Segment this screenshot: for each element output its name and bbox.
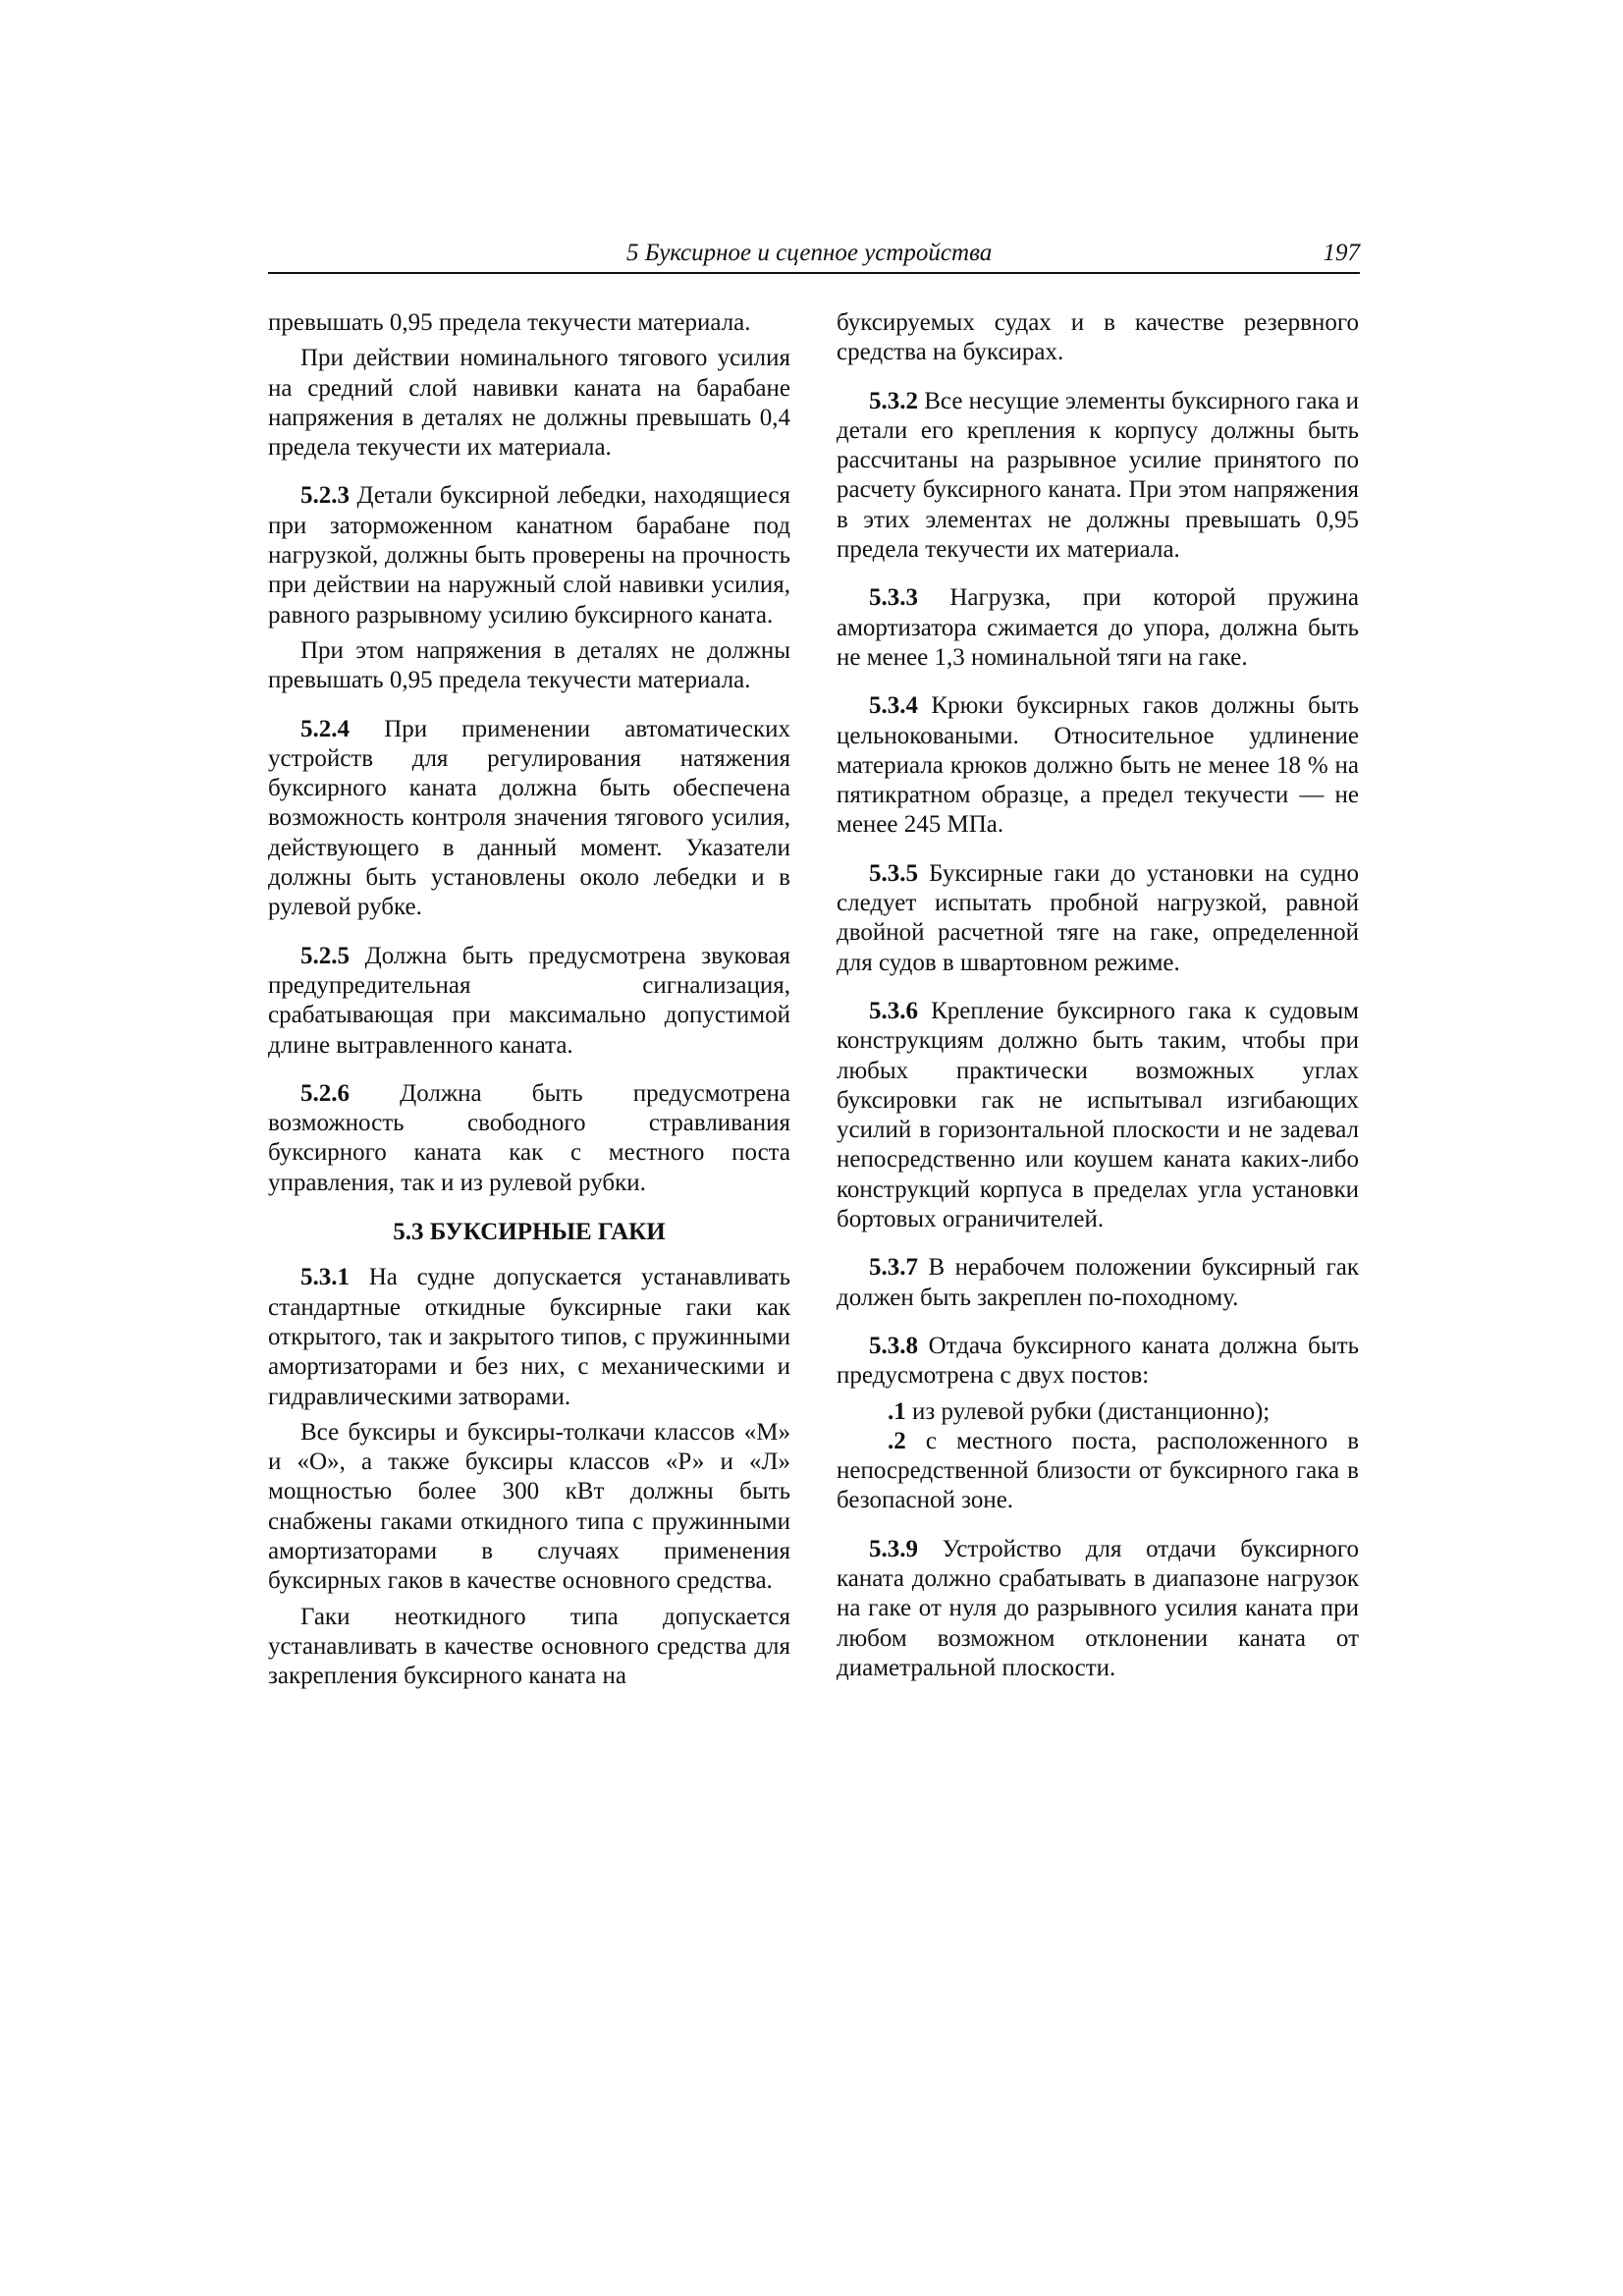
paragraph-5-3-3 <box>837 583 1359 673</box>
clause-text: Крепление буксирного гака к судовым конструкциям должно быть таким, чтобы при любых практически возможных углах буксировки гак не испытывал изгибающих усилий в горизонтальной плоскости и не задевал непосредственно или коушем каната каких-либо конструкций корпуса в пределах угла установки бортовых ограничителей. <box>837 997 1359 1233</box>
clause-number: 5.2.3 <box>300 482 350 510</box>
clause-number: 5.3.8 <box>869 1332 918 1359</box>
list-item <box>837 1397 1359 1427</box>
paragraph: Гаки неоткидного типа допускается устанавливать в качестве основного средства для закрепления буксирного каната на <box>268 1603 790 1690</box>
item-text: из рулевой рубки (дистанционно); <box>905 1397 1271 1425</box>
section-heading: 5.3 БУКСИРНЫЕ ГАКИ <box>393 1219 666 1246</box>
clause-number: 5.3.7 <box>869 1254 918 1282</box>
item-number: .1 <box>888 1397 906 1425</box>
page-number: 197 <box>1323 240 1360 266</box>
clause-text: Должна быть предусмотрена возможность свободного стравливания буксирного каната как с местного поста управления, так и из рулевой рубки. <box>268 1079 790 1196</box>
paragraph-5-3-5 <box>837 859 1359 978</box>
clause-number: 5.3.3 <box>869 584 918 612</box>
paragraph-5-3-4 <box>837 691 1359 840</box>
paragraph: буксируемых судах и в качестве резервного средства на буксирах. <box>837 309 1359 366</box>
clause-text: Все несущие элементы буксирного гака и детали его крепления к корпусу должны быть рассчитаны на разрывное усилие принятого по расчету буксирного каната. При этом напряжения в этих элементах не должны превышать 0,95 предела текучести их материала. <box>837 387 1359 564</box>
clause-number: 5.2.5 <box>300 942 350 969</box>
paragraph-5-3-8 <box>837 1332 1359 1392</box>
item-text: с местного поста, расположенного в непосредственной близости от буксирного гака в безопасной зоне. <box>837 1427 1359 1514</box>
clause-number: 5.3.1 <box>300 1264 350 1291</box>
clause-text: В нерабочем положении буксирный гак должен быть закреплен по-походному. <box>837 1254 1359 1311</box>
clause-text: Отдача буксирного каната должна быть предусмотрена с двух постов: <box>837 1332 1359 1390</box>
paragraph-5-2-3 <box>268 481 790 629</box>
clause-number: 5.3.6 <box>869 997 918 1024</box>
clause-number: 5.3.2 <box>869 387 918 414</box>
list-item <box>837 1427 1359 1516</box>
clause-number: 5.3.5 <box>869 859 918 887</box>
clause-text: Нагрузка, при которой пружина амортизатора сжимается до упора, должна быть не менее 1,3 номинальной тяги на гаке. <box>837 584 1359 671</box>
clause-number: 5.3.9 <box>869 1535 918 1562</box>
paragraph: превышать 0,95 предела текучести материала. <box>268 309 751 336</box>
paragraph-5-2-5 <box>268 942 790 1061</box>
clause-number: 5.2.4 <box>300 715 350 742</box>
paragraph: При этом напряжения в деталях не должны превышать 0,95 предела текучести материала. <box>268 636 790 694</box>
clause-text: Буксирные гаки до установки на судно следует испытать пробной нагрузкой, равной двойной расчетной тяге на гаке, определенной для судов в швартовном режиме. <box>837 859 1359 976</box>
clause-text: На судне допускается устанавливать стандартные откидные буксирные гаки как открытого, так и закрытого типов, с пружинными амортизаторами и без них, с механическими и гидравлическими затворами. <box>268 1264 790 1410</box>
clause-text: При применении автоматических устройств для регулирования натяжения буксирного каната должна быть обеспечена возможность контроля значения тягового усилия, действующего в данный момент. Указатели должны быть установлены около лебедки и в рулевой рубке. <box>268 715 790 921</box>
left-column <box>268 308 790 1691</box>
clause-text: Детали буксирной лебедки, находящиеся при заторможенном канатном барабане под нагрузкой, должны быть проверены на прочность при действии на наружный слой навивки усилия, равного разрывному усилию буксирного каната. <box>268 482 790 629</box>
paragraph-5-3-9 <box>837 1535 1359 1683</box>
header-title: 5 Буксирное и сцепное устройства <box>626 240 993 266</box>
clause-text: Крюки буксирных гаков должны быть цельноковаными. Относительное удлинение материала крюков должно быть не менее 18 % на пятикратном образце, а предел текучести — не менее 245 МПа. <box>837 692 1359 839</box>
clause-text: Должна быть предусмотрена звуковая предупредительная сигнализация, срабатывающая при максимально допустимой длине вытравленного каната. <box>268 942 790 1059</box>
paragraph: При действии номинального тягового усилия на средний слой навивки каната на барабане напряжения в деталях не должны превышать 0,4 предела текучести их материала. <box>268 345 790 462</box>
clause-text: Устройство для отдачи буксирного каната должно срабатывать в диапазоне нагрузок на гаке от нуля до разрывного усилия каната при любом возможном отклонении каната от диаметральной плоскости. <box>837 1535 1359 1681</box>
right-column <box>837 308 1359 1683</box>
paragraph-5-3-7 <box>837 1253 1359 1313</box>
paragraph-5-3-6 <box>837 997 1359 1234</box>
paragraph-5-2-4 <box>268 715 790 923</box>
paragraph-5-3-1 <box>268 1263 790 1411</box>
clause-number: 5.3.4 <box>869 692 918 720</box>
running-header <box>268 240 1360 274</box>
paragraph-5-3-2 <box>837 387 1359 566</box>
clause-number: 5.2.6 <box>300 1079 350 1107</box>
paragraph-5-2-6 <box>268 1079 790 1198</box>
item-number: .2 <box>888 1427 906 1454</box>
paragraph: Все буксиры и буксиры-толкачи классов «М» и «О», а также буксиры классов «Р» и «Л» мощностью более 300 кВт должны быть снабжены гаками откидного типа с пружинными амортизаторами в случаях применения буксирных гаков в качестве основного средства. <box>268 1418 790 1595</box>
